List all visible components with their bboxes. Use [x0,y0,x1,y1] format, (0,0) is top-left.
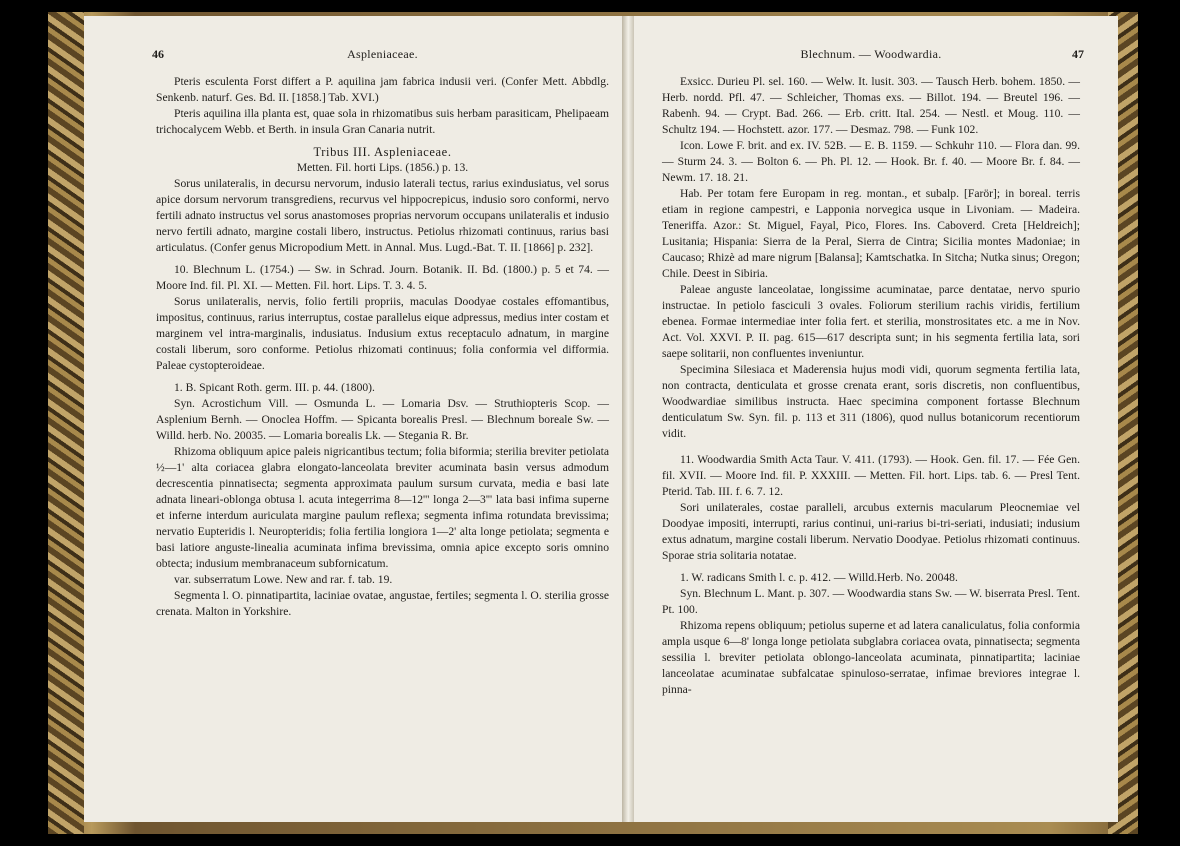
paragraph: Sori unilaterales, costae paralleli, arcubus externis macularum Pleocnemiae vel Doodyae impositi, interrupti, rarius continui, uni-rarius bi-tri-seriati, indusiati; indusium extus adnatum, margine costali liberum. Nervatio Doodyae. Petiolus rhizomati continuus. Sporae stria solitaria notatae. [662,501,1080,562]
synonyms: Syn. Acrostichum Vill. — Osmunda L. — Lomaria Dsv. — Struthiopteris Scop. — Asplenium Bernh. — Onoclea Hoffm. — Spicanta borealis Presl. — Blechnum boreale Sw. — Willd. herb. No. 20035. — Lomaria borealis Lk. — Stegania R. Br. [156,397,609,442]
running-head-right [662,46,1084,64]
genus-heading: 10. Blechnum L. (1754.) — Sw. in Schrad. Journ. Botanik. II. Bd. (1800.) p. 5 et 74. — Moore Ind. fil. Pl. XI. — Metten. Fil. hort. Lips. T. 3. 4. 5. [156,263,609,292]
variety-heading: var. subserratum Lowe. New and rar. f. tab. 19. [174,573,393,586]
paragraph: Rhizoma obliquum apice paleis nigricantibus tectum; folia biformia; sterilia breviter petiolata ½—1' alta coriacea glabra elongato-lanceolata breviter acuminata basin versus admodum decrescentia pinnatisecta; segmenta approximata paulum sursum curvata, media e basi late adnata lineari-oblonga obtusa l. acuta integerrima 8—12''' longa 2—3''' lata basi infima superne et inferne interdum auriculata margine paulum reflexa; segmenta infima rotundata brevissima; nervatio Eupteridis l. Neuropteridis; folia fertilia longiora 1—2' alta longe petiolata; segmenta e basi latiore anguste-linealia acuminata infima brevissima, omnia apice excepto soris omnino obtecta; indusium membranaceum subfornicatum. [156,445,609,570]
running-title-left: Aspleniaceae. [347,47,418,61]
paragraph: Pteris aquilina illa planta est, quae sola in rhizomatibus suis herbam parasiticam, Phelipaeam trichocalycem Webb. et Berth. in insula Gran Canaria nutrit. [156,107,609,136]
tribus-heading: Tribus III. Aspleniaceae. [313,145,452,159]
paragraph: Rhizoma repens obliquum; petiolus superne et ad latera canaliculatus, folia conformia ampla usque 6—8' longa longe petiolata subglabra coriacea ovata, pinnatisecta; segmenta sessilia l. breviter petiolata oblongo-lanceolata acuminata, pinnatipartita; laciniae lanceolatae acuminatae subfalcatae spinuloso-serratae, infimae breviores integrae l. pinna- [662,619,1080,696]
paragraph: Specimina Silesiaca et Maderensia hujus modi vidi, quorum segmenta fertilia lata, non contracta, denticulata et grosse crenata erant, soris discretis, non confluentibus, Woodwardiae similibus instructa. Haec specimina component fortasse Blechnum denticulatum Sw. Syn. fil. p. 113 et 311 (1806), quod nullus botanicorum recentiorum vidit. [662,363,1080,440]
marbled-edge-left [48,12,84,834]
running-title-right: Blechnum. — Woodwardia. [800,47,942,61]
exsiccatae: Exsicc. Durieu Pl. sel. 160. — Welw. It. lusit. 303. — Tausch Herb. bohem. 1850. — Herb. nordd. Pfl. 47. — Schleicher, Thomas exs. — Billot. 194. — Breutel 196. — Rabenh. 94. — Crypt. Bad. 266. — Erb. critt. Ital. 254. — Nestl. et Moug. 110. — Schultz 194. — Hochstett. azor. 177. — Desmaz. 798. — Funk 102. [662,75,1080,136]
paragraph: Sorus unilateralis, nervis, folio fertili propriis, maculas Doodyae costales effomantibus, impositus, continuus, rarius interruptus, costae parallelus eique adpressus, medius inter costam et marginem vel intra-marginalis, indusiatus. Indusium extus receptaculo adnatum, in margine costali liberum, soro conforme. Petiolus rhizomati continuus; folia conformia vel difformia. Paleae cystopteroideae. [156,295,609,372]
page-number-right: 47 [1072,47,1084,61]
paragraph: Segmenta l. O. pinnatipartita, laciniae ovatae, angustae, fertiles; segmenta l. O. sterilia grosse crenata. Malton in Yorkshire. [156,589,609,618]
species-heading: 1. W. radicans Smith l. c. p. 412. — Willd.Herb. No. 20048. [680,571,958,584]
icones: Icon. Lowe F. brit. and ex. IV. 52B. — E. B. 1159. — Schkuhr 110. — Flora dan. 99. — Sturm 24. 3. — Bolton 6. — Ph. Pl. 12. — Hook. Br. f. 40. — Moore Br. f. 84. — Newm. 17. 18. 21. [662,139,1080,184]
genus-heading: 11. Woodwardia Smith Acta Taur. V. 411. (1793). — Hook. Gen. fil. 17. — Fée Gen. fil. XVII. — Moore Ind. fil. P. XXXIII. — Metten. Fil. hort. Lips. tab. 6. — Presl Tent. Pterid. Tab. III. f. 6. 7. 12. [662,453,1080,498]
tribus-citation: Metten. Fil. horti Lips. (1856.) p. 13. [296,161,469,174]
paragraph: Paleae anguste lanceolatae, longissime acuminatae, parce dentatae, nervo spurio instructae. In petiolo fasciculi 3 ovales. Foliorum sterilium rachis viridis, fertilium ebenea. Formae intermediae inter folia fert. et sterilia, monstrositates etc. a me in Nov. Act. Vol. XXVI. P. II. pag. 615—617 descripta sunt; in his segmenta fertilia lata, sori saepe solitarii, non confluentes inveniuntur. [662,283,1080,360]
paragraph: Pteris esculenta Forst differt a P. aquilina jam fabrica indusii veri. (Confer Mett. Abbdlg. Senkenb. naturf. Ges. Bd. II. [1858.] Tab. XVI.) [156,75,609,104]
right-page [634,16,1118,822]
paragraph: Sorus unilateralis, in decursu nervorum, indusio laterali tectus, rarius exindusiatus, vel sorus apice dorsum nervorum transgrediens, recurvus vel hippocrepicus, indusio soro conformi, nervo fertili adnato instructus vel sorus anastomoses proprias nervorum occupans unilateralis et indusio nervo fertili adnato, margine costali libero, instructus. Petiolus rhizomati continuus, rarius basi articulatus. (Confer genus Micropodium Mett. in Annal. Mus. Lugd.-Bat. T. II. [1866] p. 232]. [156,177,609,254]
species-heading: 1. B. Spicant Roth. germ. III. p. 44. (1800). [174,381,375,394]
page-number-left: 46 [152,47,164,61]
running-head-left [152,46,609,64]
habitat: Hab. Per totam fere Europam in reg. montan., et subalp. [Farör]; in boreal. terris etiam in regione campestri, e Lapponia norvegica usque in Livoniam. — Madeira. Teneriffa. Azor.: St. Miguel, Fayal, Pico, Flores. Ins. Caboverd. Creta [Heldreich]; Lusitania; Hispania: Sierra de la Peral, Sierra de Cintra; Sicilia montes Madoniae; in Caucaso; Rhizè ad mare nigrum [Balansa]; Kamtschatka. In Sitcha; Nutka sinus; Oregon; Chile. Deest in Sibiria. [662,187,1080,280]
left-page [84,16,624,822]
synonyms: Syn. Blechnum L. Mant. p. 307. — Woodwardia stans Sw. — W. biserrata Presl. Tent. Pt. 100. [662,587,1080,616]
